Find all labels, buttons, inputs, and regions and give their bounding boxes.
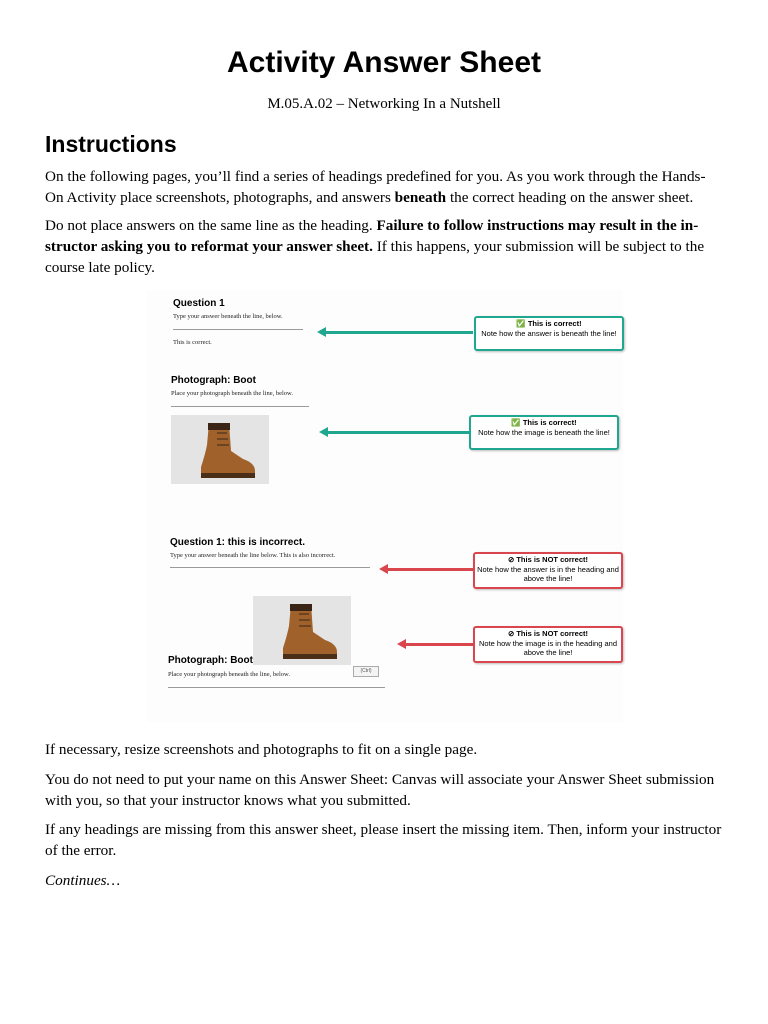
figure-question-subtext: Type your answer beneath the line, below. [173,313,283,320]
para1-text-end: the correct heading on the answer sheet. [446,189,694,206]
figure-incorrect-question-heading: Question 1: this is incorrect. [170,537,306,548]
boot-icon [171,415,269,484]
incorrect-arrow-1 [387,568,473,571]
continues-text: Continues… [45,872,121,889]
figure-rule [171,406,309,407]
para1-text: On the following pages, you’ll find a series of headings predefined for you. As you work through the Hands-On Activity place screenshots, photographs, and answers [45,168,706,206]
callout-text: Note how the answer is beneath the line! [481,328,617,338]
para2-text-end: If this happens, your submission will be subject to the course late policy. [45,238,705,276]
boot-icon [253,596,351,665]
callout-title: ✅ This is correct! [511,418,577,427]
page-title: Activity Answer Sheet [227,46,541,79]
figure-photo-subtext: Place your photograph beneath the line, below. [171,390,293,397]
paste-options-icon: (Ctrl) [353,666,379,677]
figure-rule [170,567,370,568]
correct-arrow-1 [325,331,473,334]
resize-paragraph: If necessary, resize screenshots and photographs to fit on a single page. [45,741,478,758]
callout-text: Note how the answer is in the heading and above the line! [477,564,619,583]
incorrect-callout-1 [473,552,623,589]
instructions-paragraph-2 [45,215,723,278]
callout-text: Note how the image is beneath the line! [478,427,610,437]
figure-rule [173,329,303,330]
para2-text: Do not place answers on the same line as the heading. [45,217,377,234]
page-subtitle: M.05.A.02 – Networking In a Nutshell [267,96,501,112]
para1-bold: beneath [394,189,447,206]
callout-title: ⊘ This is NOT correct! [507,629,589,638]
boot-photo-incorrect [253,596,351,665]
correct-arrow-2 [327,431,469,434]
figure-incorrect-photo-heading: Photograph: Boot [168,655,253,666]
incorrect-arrow-2 [405,643,473,646]
figure-incorrect-question-subtext: Type your answer beneath the line below. This is also incorrect. [170,552,336,559]
figure-photo-heading: Photograph: Boot [171,375,256,386]
example-figure [147,290,623,722]
figure-question-heading: Question 1 [173,298,225,309]
correct-callout-2 [469,415,619,450]
figure-rule [168,687,385,688]
instructions-paragraph-1 [45,166,723,208]
instructions-heading: Instructions [45,131,177,157]
correct-callout-1 [474,316,624,351]
figure-incorrect-photo-subtext: Place your photograph beneath the line, below. [168,671,290,678]
name-paragraph: You do not need to put your name on this Answer Sheet: Canvas will associate your Answer Sheet submission with you, so that your instructor knows what you submitted. [45,771,715,809]
missing-headings-paragraph: If any headings are missing from this answer sheet, please insert the missing item. Then, inform your instructor of the error. [45,821,722,859]
incorrect-callout-2 [473,626,623,663]
callout-text: Note how the image is in the heading and above the line! [478,638,617,657]
boot-photo [171,415,269,484]
para2-bold: Failure to follow instructions may result in the in-structor asking you to reformat your answer sheet. [45,217,699,255]
callout-title: ✅ This is correct! [516,319,582,328]
callout-title: ⊘ This is NOT correct! [507,555,589,564]
figure-correct-answer: This is correct. [173,339,212,346]
